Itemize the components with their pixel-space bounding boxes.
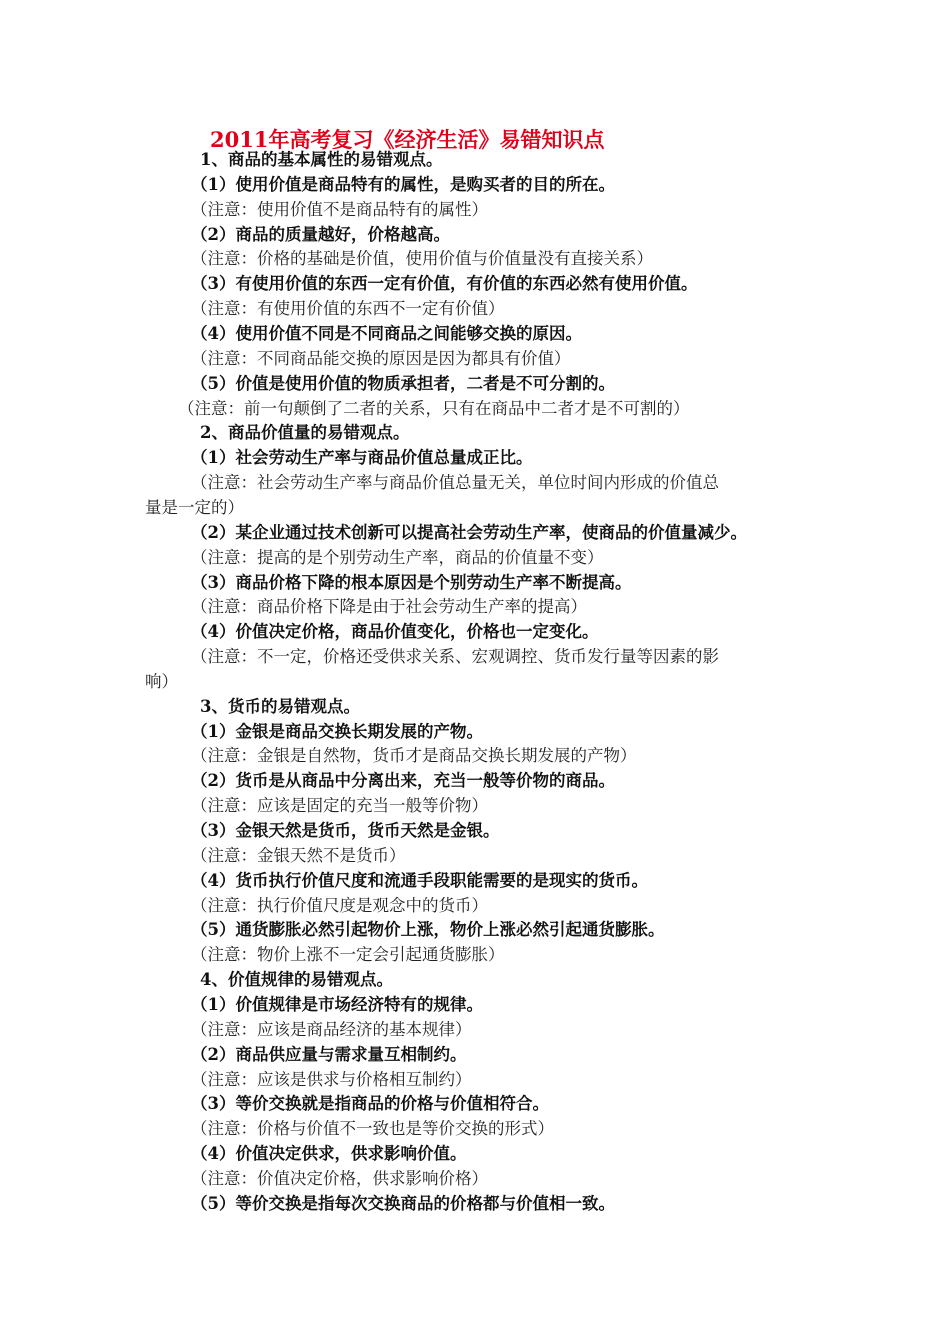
note-text: （注意：前一句颠倒了二者的关系，只有在商品中二者才是不可割的） — [178, 398, 690, 418]
misconception-item: （5）通货膨胀必然引起物价上涨，物价上涨必然引起通货膨胀。 — [191, 920, 665, 940]
misconception-item: （4）价值决定供求，供求影响价值。 — [191, 1144, 467, 1163]
misconception-item: （1）社会劳动生产率与商品价值总量成正比。 — [191, 448, 533, 468]
note-text: （注意：提高的是个别劳动生产率，商品的价值量不变） — [191, 547, 604, 567]
note-text: 响） — [145, 671, 178, 691]
section-heading: 3、货币的易错观点。 — [200, 696, 360, 716]
misconception-item: （5）等价交换是指每次交换商品的价格都与价值相一致。 — [191, 1193, 615, 1213]
section-heading: 1、商品的基本属性的易错观点。 — [200, 150, 443, 169]
misconception-item: （3）商品价格下降的根本原因是个别劳动生产率不断提高。 — [191, 572, 632, 592]
note-text: （注意：应该是供求与价格相互制约） — [191, 1069, 472, 1089]
note-text: （注意：金银天然不是货币） — [191, 845, 406, 865]
misconception-item: （1）金银是商品交换长期发展的产物。 — [191, 721, 483, 741]
misconception-item: （2）某企业通过技术创新可以提高社会劳动生产率，使商品的价值量减少。 — [191, 522, 747, 542]
note-text: （注意：社会劳动生产率与商品价值总量无关，单位时间内形成的价值总 — [191, 473, 719, 493]
note-text: （注意：商品价格下降是由于社会劳动生产率的提高） — [191, 597, 587, 617]
section-heading: 2、商品价值量的易错观点。 — [200, 423, 410, 443]
misconception-item: （2）商品的质量越好，价格越高。 — [191, 224, 450, 244]
note-text: （注意：不一定，价格还受供求关系、宏观调控、货币发行量等因素的影 — [191, 647, 719, 666]
note-text: （注意：应该是商品经济的基本规律） — [191, 1019, 472, 1039]
misconception-item: （2）货币是从商品中分离出来，充当一般等价物的商品。 — [191, 771, 615, 791]
misconception-item: （1）价值规律是市场经济特有的规律。 — [191, 994, 483, 1014]
note-text: （注意：使用价值不是商品特有的属性） — [191, 199, 488, 219]
note-text: （注意：物价上涨不一定会引起通货膨胀） — [191, 945, 505, 965]
note-text: （注意：价格的基础是价值，使用价值与价值量没有直接关系） — [191, 249, 653, 269]
note-text: （注意：金银是自然物，货币才是商品交换长期发展的产物） — [191, 746, 637, 766]
section-heading: 4、价值规律的易错观点。 — [200, 970, 393, 990]
misconception-item: （4）使用价值不同是不同商品之间能够交换的原因。 — [191, 324, 582, 343]
note-text: （注意：不同商品能交换的原因是因为都具有价值） — [191, 348, 571, 368]
misconception-item: （4）货币执行价值尺度和流通手段职能需要的是现实的货币。 — [191, 870, 648, 890]
note-text: （注意：价格与价值不一致也是等价交换的形式） — [191, 1119, 554, 1139]
misconception-item: （1）使用价值是商品特有的属性，是购买者的目的所在。 — [191, 174, 615, 194]
note-text: 量是一定的） — [145, 497, 244, 517]
page-title: 2011年高考复习《经济生活》易错知识点 — [210, 127, 605, 152]
note-text: （注意：应该是固定的充当一般等价物） — [191, 796, 488, 816]
misconception-item: （3）等价交换就是指商品的价格与价值相符合。 — [191, 1094, 549, 1114]
note-text: （注意：有使用价值的东西不一定有价值） — [191, 299, 505, 319]
misconception-item: （2）商品供应量与需求量互相制约。 — [191, 1044, 467, 1064]
note-text: （注意：执行价值尺度是观念中的货币） — [191, 895, 488, 915]
misconception-item: （4）价值决定价格，商品价值变化，价格也一定变化。 — [191, 622, 599, 642]
misconception-item: （5）价值是使用价值的物质承担者，二者是不可分割的。 — [191, 373, 615, 393]
misconception-item: （3）有使用价值的东西一定有价值，有价值的东西必然有使用价值。 — [191, 274, 698, 294]
note-text: （注意：价值决定价格，供求影响价格） — [191, 1168, 488, 1188]
misconception-item: （3）金银天然是货币，货币天然是金银。 — [191, 821, 500, 840]
